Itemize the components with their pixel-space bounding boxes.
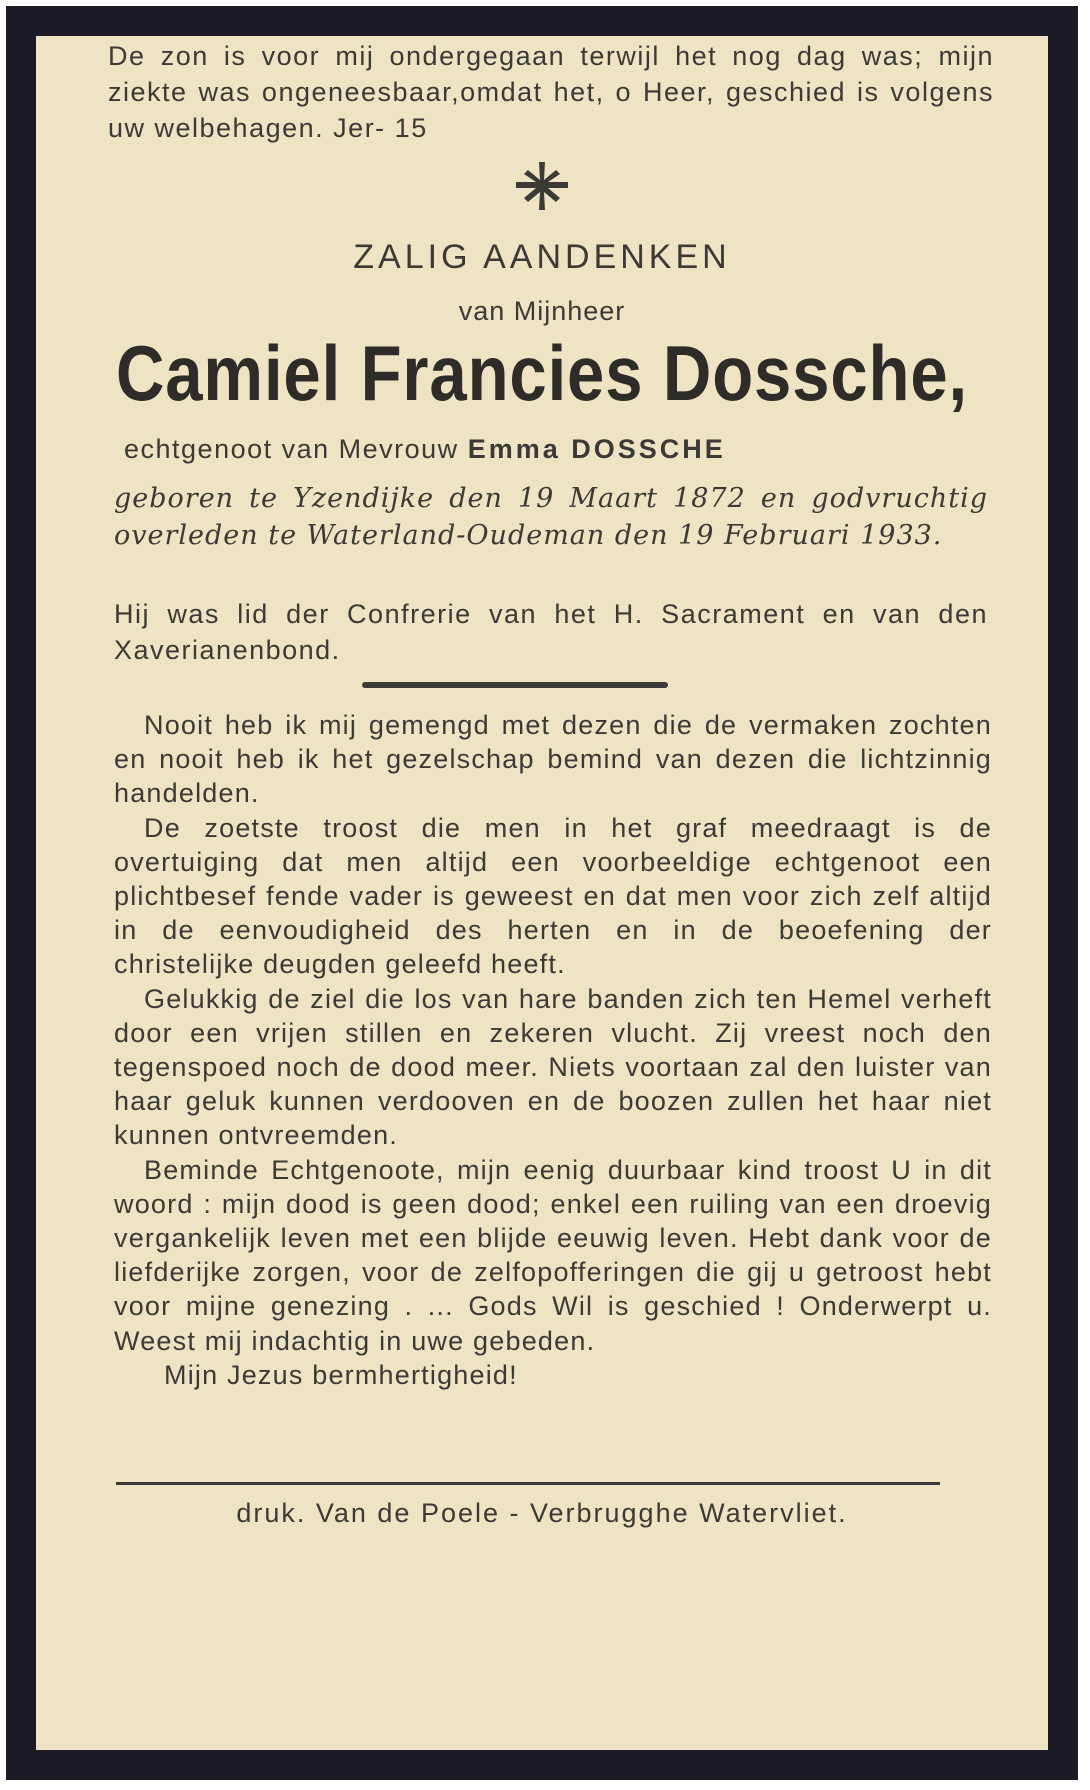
divider — [116, 1482, 940, 1485]
closing-prayer: Mijn Jezus bermhertigheid! — [164, 1359, 518, 1390]
memorial-card — [36, 36, 1048, 1750]
verse-reference: Jer- 15 — [333, 113, 428, 143]
cross-icon — [512, 158, 572, 214]
paragraph: Beminde Echtgenoote, mijn eenig duurbaar kind troost U in dit woord : mijn dood is geen dood; enkel een ruiling van een droevig vergankelijk leven met een blijde eeuwig leven. Hebt dank voor de liefderijke zorgen, voor de zelfopofferingen die gij u getroost hebt voor mijne genezing . ... Gods Wil is geschied ! Onderwerpt u. Weest mij indachtig in uwe gebeden. — [114, 1154, 992, 1356]
birth-death-text: geboren te Yzendijke den 19 Maart 1872 en godvruchtig overleden te Waterland-Oudeman den 19 Februari 1933. — [114, 483, 988, 551]
verse-text: De zon is voor mij ondergegaan terwijl het nog dag was; mijn ziekte was ongeneesbaar,omdat het, o Heer, geschied is volgens uw welbehagen. — [108, 41, 994, 143]
spouse-prefix: echtgenoot van Mevrouw — [124, 434, 459, 464]
deceased-name: Camiel Francies Dossche, — [115, 329, 969, 417]
paragraph: Nooit heb ik mij gemengd met dezen die de vermaken zochten en nooit heb ik het gezelschap bemind van dezen die lichtzinnig handelden. — [114, 710, 992, 809]
spouse-line — [124, 434, 992, 465]
memorial-text — [114, 708, 992, 1392]
bible-verse — [108, 38, 994, 146]
spouse-name: Emma DOSSCHE — [467, 434, 726, 464]
divider — [362, 682, 668, 688]
printer-imprint: druk. Van de Poele - Verbrugghe Watervliet. — [236, 1498, 848, 1528]
honorific: van Mijnheer — [458, 296, 626, 326]
mourning-card-border — [6, 6, 1078, 1780]
memorial-heading: ZALIG AANDENKEN — [353, 238, 731, 276]
paragraph: Gelukkig de ziel die los van hare banden zich ten Hemel verheft door een vrijen stillen en zekeren vlucht. Zij vreest noch den tegenspoed noch de dood meer. Niets voortaan zal den luister van haar geluk kunnen verdooven en de boozen zullen het haar niet kunnen ontvreemden. — [114, 983, 992, 1151]
membership-text: Hij was lid der Confrerie van het H. Sacrament en van den Xaverianenbond. — [114, 599, 988, 665]
paragraph: De zoetste troost die men in het graf meedraagt is de overtuiging dat men altijd een voorbeeldige echtgenoot een plichtbesef fende vader is geweest en dat men voor zich zelf altijd in de eenvoudigheid des herten en in de beoefening der christelijke deugden geleefd heeft. — [114, 812, 992, 980]
